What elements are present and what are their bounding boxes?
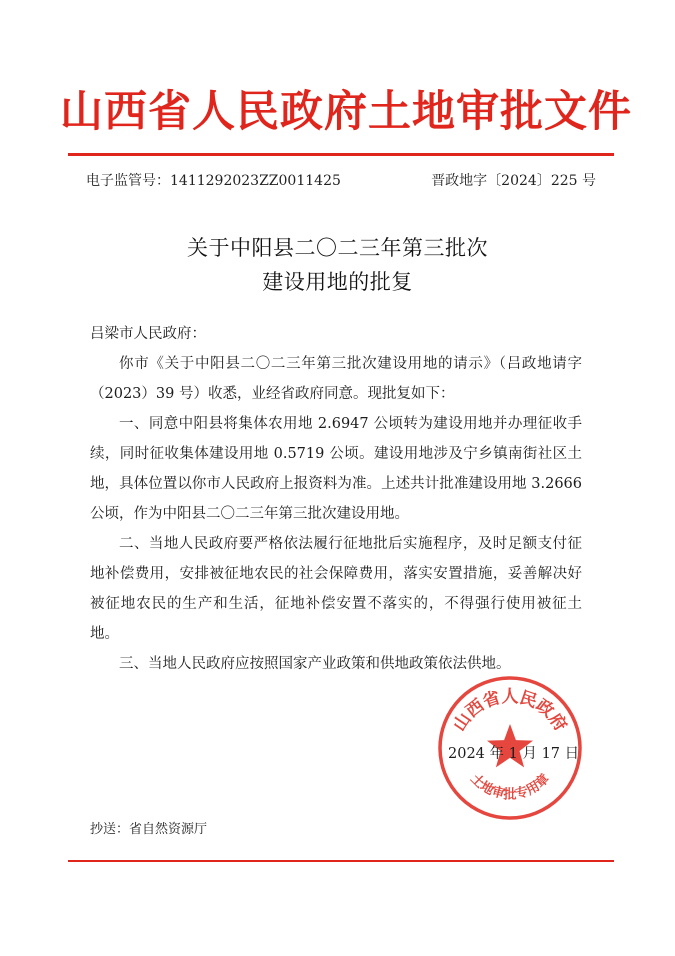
body-paragraph-1: 一、同意中阳县将集体农用地 2.6947 公顷转为建设用地并办理征收手续，同时征收集体建设用地 0.5719 公顷。建设用地涉及宁乡镇南街社区土地，具体位置以你市人民政府上报资料为准。上述共计批准建设用地 3.2666 公顷，作为中阳县二〇二三年第三批次建设用地。 [90,416,582,522]
document-title-line-2: 建设用地的批复 [262,270,413,294]
document-header-title: 山西省人民政府土地审批文件 [60,87,632,137]
document-date: 2024 年 1 月 17 日 [448,746,580,762]
document-number: 晋政地字〔2024〕225 号 [431,173,596,189]
header-divider [68,153,614,156]
supervision-number: 电子监管号：1411292023ZZ0011425 [86,173,341,189]
document-title-line-1: 关于中阳县二〇二三年第三批次 [187,236,488,260]
body-paragraph-2: 二、当地人民政府要严格依法履行征地批后实施程序，及时足额支付征地补偿费用，安排被征地农民的社会保障费用，落实安置措施，妥善解决好被征地农民的生产和生活，征地补偿安置不落实的，不得强行使用被征土地。 [90,536,582,642]
document-title [60,231,615,299]
cc-line: 抄送：省自然资源厅 [90,822,208,837]
seal-bottom-text: 土地审批专用章 [467,771,553,803]
body-paragraph-intro: 你市《关于中阳县二〇二三年第三批次建设用地的请示》（吕政地请字（2023）39 号）收悉，业经省政府同意。现批复如下： [90,356,582,402]
body-paragraph-3: 三、当地人民政府应按照国家产业政策和供地政策依法供地。 [119,656,511,672]
seal-top-text: 山西省人民政府 [449,687,571,735]
addressee: 吕梁市人民政府： [90,326,206,342]
footer-divider [68,860,614,862]
document-body [90,319,582,679]
